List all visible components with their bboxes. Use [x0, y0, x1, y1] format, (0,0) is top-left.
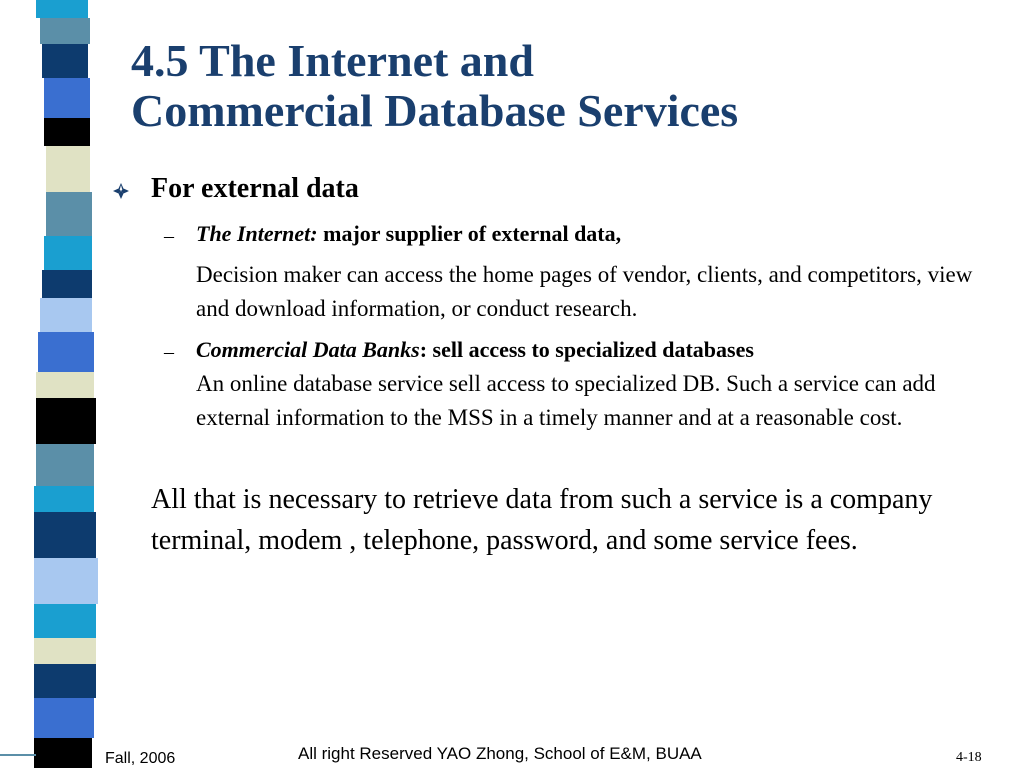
footer-copyright: All right Reserved YAO Zhong, School of E&M, BUAA [298, 744, 702, 763]
sub-item-italic-1: The Internet: [196, 221, 318, 246]
closing-paragraph: All that is necessary to retrieve data from such a service is a company terminal, modem , telephone, password, and some service fees. [151, 484, 933, 556]
footer-date: Fall, 2006 [105, 750, 176, 767]
sub-item-bold-2: : sell access to specialized databases [419, 337, 754, 362]
bullet-heading: For external data [151, 173, 359, 204]
sub-item-heading-1 [196, 217, 986, 251]
slide-title-line-2: Commercial Database Services [131, 85, 739, 136]
dash-marker-2: – [164, 341, 174, 363]
sub-item-body-2: An online database service sell access to specialized DB. Such a service can add external information to the MSS in a timely manner and at a reasonable cost. [196, 371, 936, 430]
diamond-bullet-icon [113, 183, 129, 199]
dash-marker-1: – [164, 225, 174, 247]
slide-title-line-1: 4.5 The Internet and [131, 35, 534, 86]
footer-slide-number: 4-18 [956, 750, 982, 765]
sub-item-body-1: Decision maker can access the home pages of vendor, clients, and competitors, view and download information, or conduct research. [196, 262, 973, 321]
sub-item-bold-1: major supplier of external data, [317, 221, 622, 246]
sub-item-italic-2: Commercial Data Banks [196, 337, 420, 362]
sub-item-heading-2 [196, 333, 986, 367]
